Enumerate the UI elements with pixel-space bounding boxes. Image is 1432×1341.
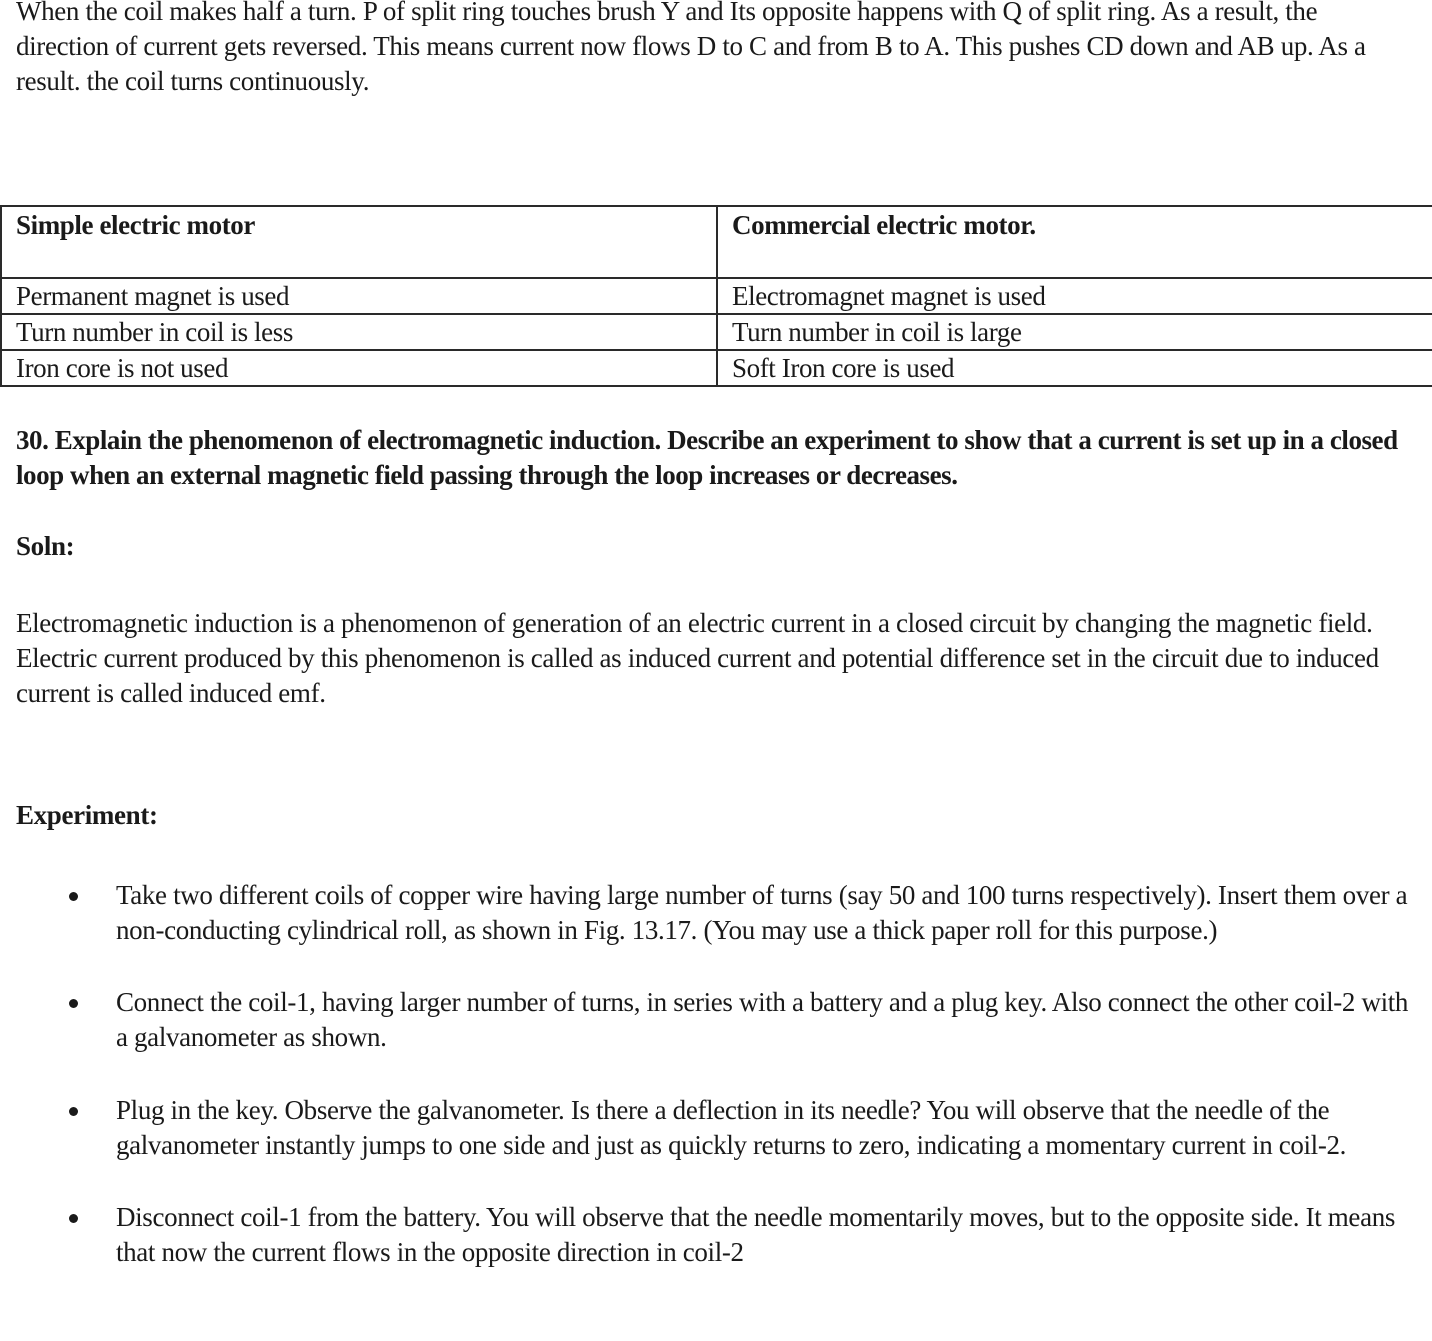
list-item — [16, 878, 1416, 948]
table-row — [1, 350, 1432, 386]
step-text: Connect the coil-1, having larger number of turns, in series with a battery and a plug key. Also connect the other coil-2 with a galvanometer as shown. — [116, 987, 1409, 1052]
table-cell: Iron core is not used — [1, 350, 717, 386]
step-text: Disconnect coil-1 from the battery. You will observe that the needle momentarily moves, but to the opposite side. It means that now the current flows in the opposite direction in coil-2 — [116, 1202, 1396, 1267]
motor-comparison-table — [0, 205, 1432, 387]
table-cell: Soft Iron core is used — [717, 350, 1432, 386]
table-row — [1, 278, 1432, 314]
table-header-row — [1, 206, 1432, 278]
bullet-icon — [69, 892, 78, 901]
table-cell: Turn number in coil is less — [1, 314, 717, 350]
experiment-steps-list — [16, 878, 1416, 1270]
definition-paragraph: Electromagnetic induction is a phenomenon of generation of an electric current in a closed circuit by changing the magnetic field. Electric current produced by this phenomenon is called as induced current and potential difference set in the circuit due to induced current is called induced emf. — [16, 608, 1379, 708]
step-text: Plug in the key. Observe the galvanometer. Is there a deflection in its needle? You will observe that the needle of the galvanometer instantly jumps to one side and just as quickly returns to zero, indicating a momentary current in coil-2. — [116, 1095, 1347, 1160]
question-heading: 30. Explain the phenomenon of electromagnetic induction. Describe an experiment to show that a current is set up in a closed loop when an external magnetic field passing through the loop increases or decreases. — [16, 425, 1398, 490]
solution-label: Soln: — [16, 531, 75, 561]
table-cell: Permanent magnet is used — [1, 278, 717, 314]
list-item — [16, 1200, 1416, 1270]
table-cell: Electromagnet magnet is used — [717, 278, 1432, 314]
step-text: Take two different coils of copper wire having large number of turns (say 50 and 100 turns respectively). Insert them over a non-conducting cylindrical roll, as shown in Fig. 13.17. (You may use a thick paper roll for this purpose.) — [116, 880, 1408, 945]
list-item — [16, 985, 1416, 1055]
bullet-icon — [69, 1214, 78, 1223]
intro-paragraph: When the coil makes half a turn. P of split ring touches brush Y and Its opposite happens with Q of split ring. As a result, the direction of current gets reversed. This means current now flows D to C and from B to A. This pushes CD down and AB up. As a result. the coil turns continuously. — [16, 0, 1366, 96]
header-simple-motor: Simple electric motor — [1, 206, 717, 278]
bullet-icon — [69, 1107, 78, 1116]
header-commercial-motor: Commercial electric motor. — [717, 206, 1432, 278]
experiment-label: Experiment: — [16, 800, 158, 830]
table-cell: Turn number in coil is large — [717, 314, 1432, 350]
bullet-icon — [69, 999, 78, 1008]
list-item — [16, 1093, 1416, 1163]
table-row — [1, 314, 1432, 350]
